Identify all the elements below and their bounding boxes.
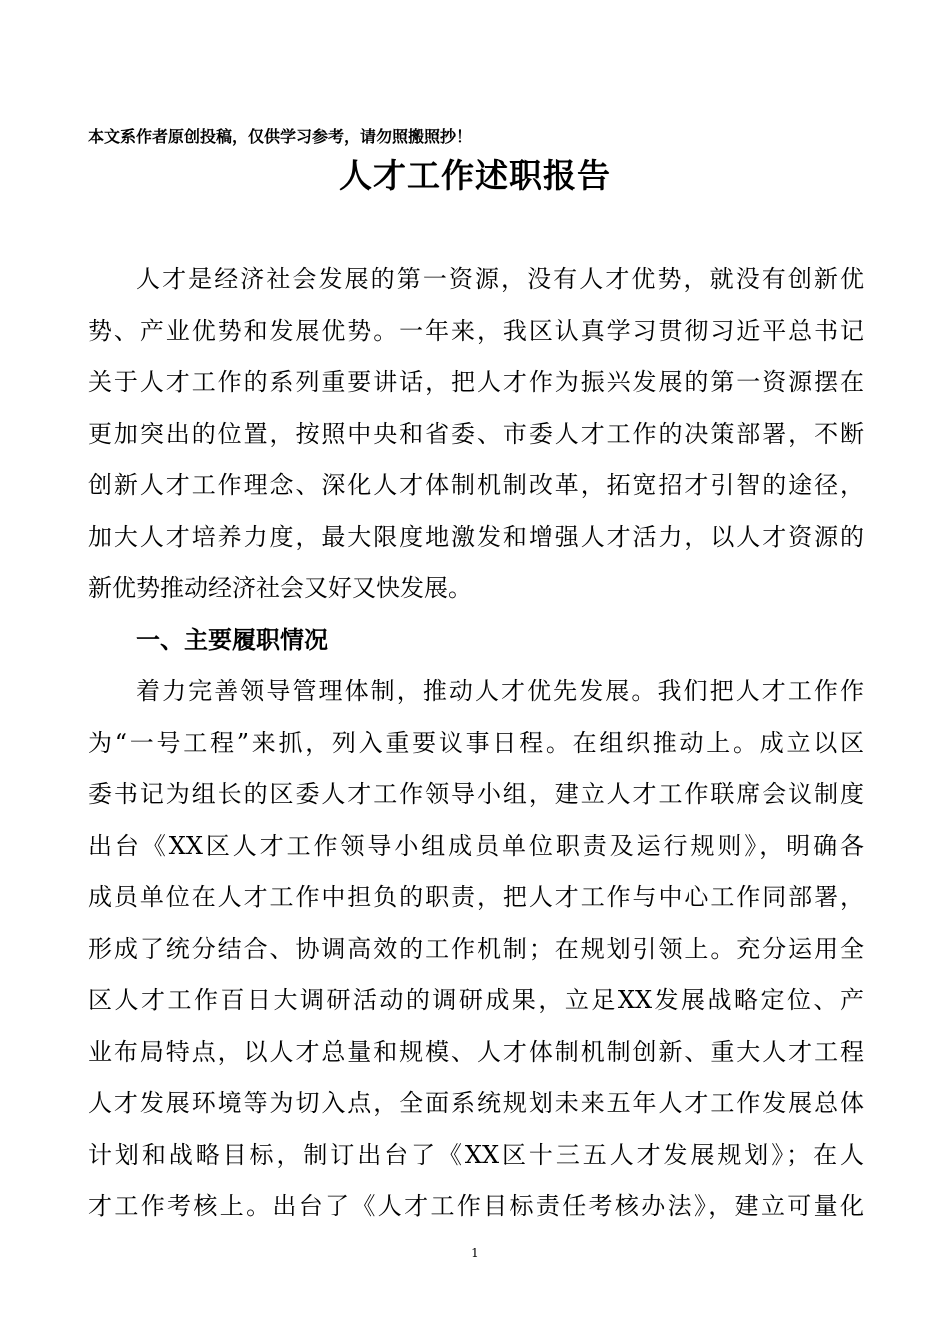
text-line: 区人才工作百日大调研活动的调研成果，立足XX发展战略定位、产 [88, 986, 864, 1014]
document-body [88, 254, 864, 1233]
text-line: 人才发展环境等为切入点，全面系统规划未来五年人才工作发展总体 [88, 1089, 864, 1117]
text-line: 创新人才工作理念、深化人才体制机制改革，拓宽招才引智的途径， [88, 471, 864, 499]
text-line: 关于人才工作的系列重要讲话，把人才作为振兴发展的第一资源摆在 [88, 368, 864, 396]
text-line: 更加突出的位置，按照中央和省委、市委人才工作的决策部署，不断 [88, 419, 864, 448]
document-title: 人才工作述职报告 [339, 156, 611, 195]
text-line: 委书记为组长的区委人才工作领导小组，建立人才工作联席会议制度 [88, 780, 864, 808]
text-line: 为“一号工程”来抓，列入重要议事日程。在组织推动上。成立以区 [88, 728, 864, 757]
section-heading: 一、主要履职情况 [136, 625, 328, 654]
page-number: 1 [471, 1246, 479, 1260]
text-line: 业布局特点，以人才总量和规模、人才体制机制创新、重大人才工程 [88, 1037, 864, 1066]
text-line: 势、产业优势和发展优势。一年来，我区认真学习贯彻习近平总书记 [88, 316, 864, 345]
text-line: 成员单位在人才工作中担负的职责，把人才工作与中心工作同部署， [88, 883, 864, 911]
text-line: 新优势推动经济社会又好又快发展。 [88, 574, 472, 602]
paragraph-leadership [88, 666, 864, 1233]
text-line: 人才是经济社会发展的第一资源，没有人才优势，就没有创新优 [136, 265, 864, 293]
paragraph-intro [88, 254, 864, 615]
text-line: 形成了统分结合、协调高效的工作机制；在规划引领上。充分运用全 [88, 934, 864, 963]
text-line: 出台《XX区人才工作领导小组成员单位职责及运行规则》，明确各 [88, 831, 864, 860]
text-line: 着力完善领导管理体制，推动人才优先发展。我们把人才工作作 [136, 677, 864, 705]
text-line: 才工作考核上。出台了《人才工作目标责任考核办法》，建立可量化 [88, 1192, 864, 1220]
text-line: 加大人才培养力度，最大限度地激发和增强人才活力，以人才资源的 [88, 522, 864, 551]
text-line: 计划和战略目标，制订出台了《XX区十三五人才发展规划》；在人 [88, 1140, 864, 1169]
copyright-notice: 本文系作者原创投稿，仅供学习参考，请勿照搬照抄！ [88, 127, 473, 146]
